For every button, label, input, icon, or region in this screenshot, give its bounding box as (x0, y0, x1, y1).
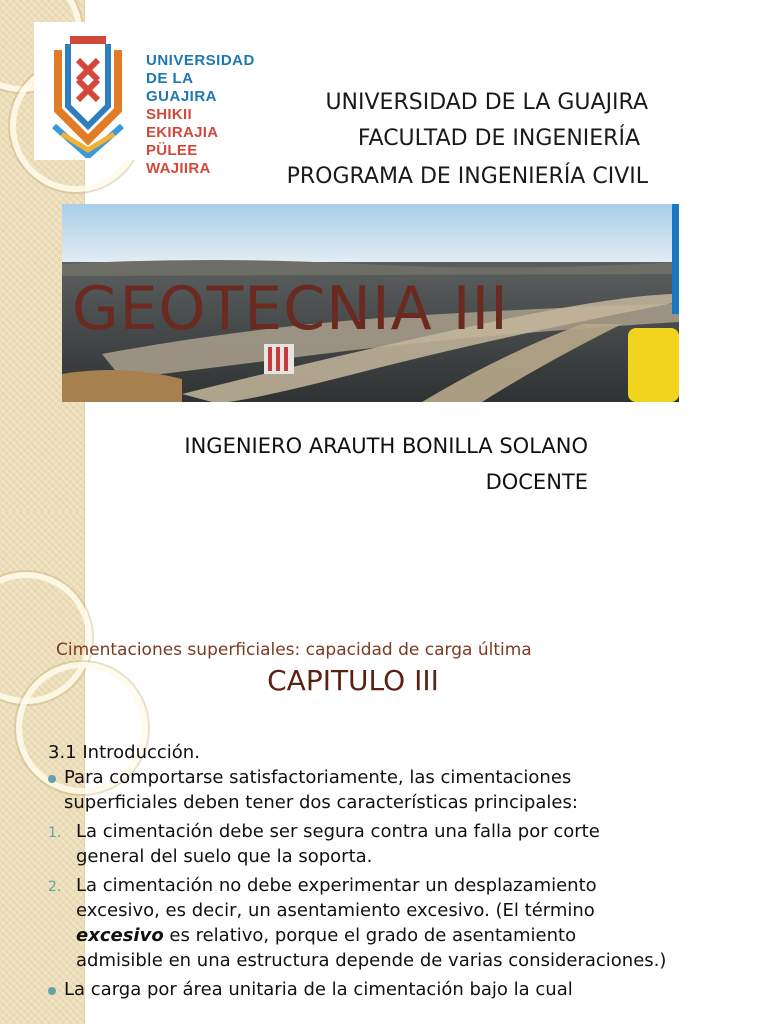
course-title: GEOTECNIA III (72, 274, 509, 344)
bullet-text: La carga por área unitaria de la cimentación bajo la cual (64, 979, 573, 1000)
numbered-item (48, 873, 668, 973)
logo-line: DE LA GUAJIRA (146, 70, 218, 105)
university-name: UNIVERSIDAD DE LA GUAJIRA (325, 90, 648, 115)
program-name: PROGRAMA DE INGENIERÍA CIVIL (286, 164, 648, 189)
item-text: La cimentación debe ser segura contra una falla por corte general del suelo que la soporta. (76, 821, 600, 867)
open-pit-mine-photo (62, 204, 679, 402)
bullet-dot-icon (48, 987, 56, 995)
slide-body (48, 740, 668, 1002)
logo-line: SHIKII EKIRAJIA (146, 106, 219, 141)
knot-emblem-icon (48, 30, 128, 158)
item-text: es relativo, porque el grado de asentamiento admisible en una estructura depende de varias consideraciones.) (76, 925, 667, 971)
item-number: 2. (48, 879, 62, 895)
logo-line: PÜLEE WAJIIRA (146, 142, 211, 177)
bullet-paragraph (48, 765, 668, 815)
bullet-dot-icon (48, 775, 56, 783)
university-logo (34, 22, 262, 177)
faculty-name: FACULTAD DE INGENIERÍA (357, 126, 640, 151)
logo-wordmark (146, 52, 262, 178)
bullet-paragraph (48, 977, 668, 1002)
teacher-name: INGENIERO ARAUTH BONILLA SOLANO (184, 434, 588, 458)
item-text: La cimentación no debe experimentar un desplazamiento excesivo, es decir, un asentamiento excesivo. (El término (76, 875, 597, 921)
logo-line: UNIVERSIDAD (146, 52, 255, 69)
chapter-heading: CAPITULO III (267, 664, 439, 697)
emphasized-word: excesivo (76, 925, 164, 946)
teacher-role: DOCENTE (485, 470, 588, 494)
section-heading: 3.1 Introducción. (48, 742, 200, 763)
bullet-text: Para comportarse satisfactoriamente, las cimentaciones superficiales deben tener dos características principales: (64, 767, 578, 813)
item-number: 1. (48, 825, 62, 841)
slide-subtitle: Cimentaciones superficiales: capacidad de carga última (56, 640, 532, 660)
numbered-item (48, 819, 668, 869)
content-slide (0, 512, 768, 1024)
